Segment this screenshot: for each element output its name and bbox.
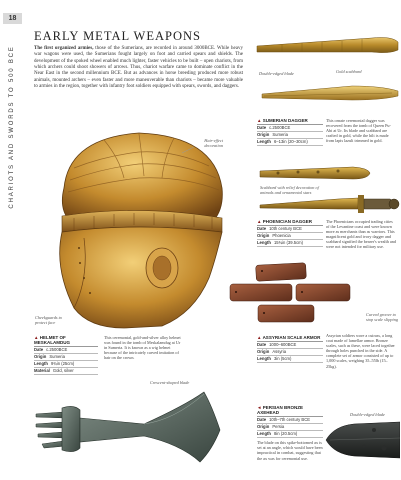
spec-table (257, 124, 323, 146)
spec-row: Material Gold, silver (34, 368, 98, 375)
triangle-marker-icon: ◄ (257, 405, 262, 410)
entry-phoenician-dagger (257, 219, 323, 247)
spec-row: Date c.2500BCE (257, 125, 323, 132)
spec-row: Origin Phoenicia (257, 233, 323, 240)
spec-row: Origin Sumeria (34, 354, 98, 361)
entry-heading: ◄ PERSIAN BRONZE AXEHEAD (257, 405, 303, 415)
spec-row: Date 1000–600BCE (257, 342, 323, 349)
page-number: 18 (3, 13, 22, 24)
spec-row: Date c.2500BCE (34, 347, 98, 354)
caption-cheekguards: Cheekguards to protect face (35, 315, 62, 325)
caption-double-edged-blade-2: Double-edged blade (350, 412, 385, 417)
entry-scale-armor-body: Assyrian soldiers wore a cuirass, a long coat made of lamellae armor. Bronze scales, such as these, were laced together through holes punched in the side. A complete set of armor consisted of up to 1,000 scales, weighing 35–55lb (15–25kg). (326, 333, 395, 369)
caption-gold-scabbard: Gold scabbard (336, 69, 362, 74)
entry-helmet (34, 335, 98, 375)
chapter-sidebar (2, 32, 22, 222)
spec-row: Origin Persia (257, 424, 323, 431)
spec-row: Length 15¾in (39.5cm) (257, 240, 323, 247)
spec-table (257, 341, 323, 363)
entry-axehead-body: The blade on this spike-bottomed ax is set at an angle, which would have been impractical in combat, suggesting that the ax was for ceremonial use. (257, 440, 323, 461)
spec-row: Length 9¾in (25cm) (34, 361, 98, 368)
spec-table (257, 225, 323, 247)
caption-crescent-blade: Crescent-shaped blade (150, 380, 190, 385)
entry-phoenician-dagger-body: The Phoenicians occupied trading cities of the Levantine coast and were known more as merchants than as warriors. This magnificent gold and ivory dagger and scabbard signified the bearer's wealth and were not intended for military use. (326, 219, 396, 250)
caption-double-edged-blade: Double-edged blade (259, 71, 294, 76)
spec-row: Length 8in (20.5cm) (257, 431, 323, 438)
spec-row: Length 3in (5cm) (257, 356, 323, 363)
intro-lead: The first organized armies, (34, 46, 94, 51)
entry-heading: ▲ HELMET OF MESKALAMDUG (34, 335, 70, 345)
entry-helmet-body: This ceremonial, gold-and-silver alloy helmet was found in the tomb of Meskalamdug at Ur in Sumeria. It is known as a wig helmet because of the intricately carved imitation of hair on the crown. (104, 335, 181, 361)
axehead-image (34, 386, 224, 466)
triangle-marker-icon: ▲ (257, 335, 262, 340)
leader-line (180, 145, 200, 155)
scale-armor-image (228, 262, 356, 324)
spec-table (257, 416, 323, 438)
caption-curved-groove: Curved groove to stop scale slipping (366, 312, 398, 322)
triangle-marker-icon: ▲ (257, 118, 262, 123)
entry-sumerian-dagger (257, 118, 323, 146)
spec-row: Length 6–13in (20–30cm) (257, 139, 323, 146)
entry-heading: ▲ ASSYRIAN SCALE ARMOR (257, 335, 321, 340)
spec-row: Origin Assyria (257, 349, 323, 356)
entry-axehead (257, 405, 323, 461)
spec-table (34, 346, 98, 375)
intro-paragraph (34, 46, 243, 90)
caption-scabbard-relief: Scabbard with relief decoration of animals and ornamental stars (260, 185, 319, 195)
blade-image (324, 418, 400, 466)
spec-row: Date 10th century BCE (257, 226, 323, 233)
entry-heading: ▲ PHOENICIAN DAGGER (257, 219, 312, 224)
entry-sumerian-dagger-body: This ornate ceremonial dagger was recovered from the tomb of Queen Pu-Abi at Ur. Its blade and scabbard are crafted in gold, while the hilt is made from lapis lazuli trimmed in gold. (326, 118, 391, 144)
entry-scale-armor (257, 335, 323, 363)
chapter-label: CHARIOTS AND SWORDS TO 500 BCE (9, 45, 15, 209)
intro-text: those of the Sumerians, are recorded in around 3000BCE. While heavy war wagons were used, the Sumerians fought largely on foot and carried spears and shields. The development of the spoked wheel enabled much lighter, faster vehicles to be built – open chariots, from which archers could shoot showers of arrows. Thus, chariot warfare came to dominate conflict in the Near East in the second millennium BCE. But as advances in horse breeding produced more robust animals, mounted archers – even faster and more maneuverable than chariots – became more valuable to armies in the region, together with infantry foot soldiers equipped with spears, swords, and daggers. (34, 46, 243, 90)
helmet-image (44, 128, 234, 333)
spec-row: Origin Sumeria (257, 132, 323, 139)
triangle-marker-icon: ▲ (257, 219, 262, 224)
page-title: EARLY METAL WEAPONS (34, 29, 201, 43)
triangle-marker-icon: ▲ (34, 335, 39, 340)
spec-row: Date 10th–7th century BCE (257, 417, 323, 424)
entry-heading: ▲ SUMERIAN DAGGER (257, 118, 308, 123)
caption-hair-effect: Hair-effect decoration (204, 138, 223, 148)
